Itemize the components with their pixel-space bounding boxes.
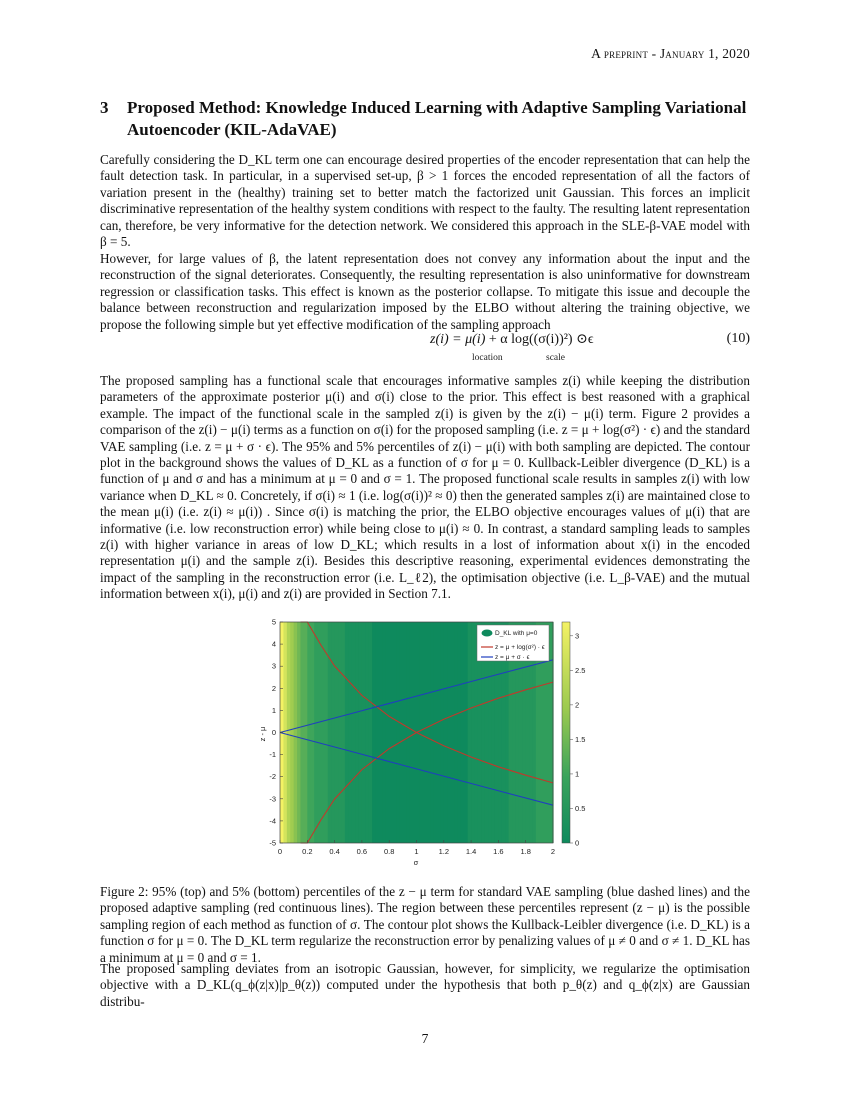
y-tick-label: 2 [271, 683, 276, 693]
kl-band [331, 622, 335, 843]
colorbar-tick-label: 2 [575, 700, 580, 710]
y-tick-label: -4 [269, 816, 276, 826]
kl-band [338, 622, 342, 843]
kl-band [471, 622, 475, 843]
colorbar-tick-label: 2.5 [575, 665, 586, 675]
kl-band [321, 622, 325, 843]
x-tick-label: 0.8 [383, 847, 395, 856]
y-tick-label: 4 [271, 639, 276, 649]
eq-label-location: location [472, 353, 503, 363]
kl-band [389, 622, 393, 843]
chart-svg [255, 614, 600, 874]
x-axis-label: σ [413, 858, 419, 867]
colorbar-tick-label: 1.5 [575, 734, 586, 744]
legend-kl-swatch [481, 629, 493, 637]
kl-band [328, 622, 332, 843]
paragraph-4: The proposed sampling deviates from an isotropic Gaussian, however, for simplicity, we regularize the optimisation objective with a D_KL(q_ϕ(z|x)|p_θ(z)) computed under the hypothesis that both p_θ(z) and q_ϕ(z|x) are Gaussian distribu- [100, 961, 750, 1009]
kl-band [393, 622, 397, 843]
kl-band [365, 622, 369, 843]
legend-item-standard: z = μ + σ · ϵ [495, 654, 530, 661]
chart-legend [477, 625, 549, 661]
kl-band [314, 622, 318, 843]
kl-band [437, 622, 441, 843]
kl-band [290, 622, 294, 843]
kl-band [341, 622, 345, 843]
kl-band [376, 622, 380, 843]
kl-band [386, 622, 390, 843]
section-number: 3 [100, 98, 109, 117]
kl-band [287, 622, 291, 843]
kl-band [345, 622, 349, 843]
kl-band [335, 622, 339, 843]
eq-lhs: z(i) = [430, 332, 462, 347]
equation-number: (10) [726, 331, 750, 346]
kl-band [300, 622, 304, 843]
colorbar-tick-label: 0 [575, 838, 580, 848]
kl-band [362, 622, 366, 843]
eq-label-scale: scale [546, 353, 565, 363]
paragraph-2: However, for large values of β, the latent representation does not convey any information about the input and the reconstruction of the signal deteriorates. Consequently, the resulting representation is also uninformative for downstream regression or classification tasks. This effect is known as the posterior collapse. To mitigate this issue and decouple the balance between reconstruction and regularization imposed by the ELBO without altering the training objective, we propose the following simple but yet effective modification of the sampling approach [100, 251, 750, 332]
kl-band [382, 622, 386, 843]
kl-band [430, 622, 434, 843]
kl-band [318, 622, 322, 843]
y-tick-label: 3 [271, 661, 276, 671]
x-tick-label: 0.4 [329, 847, 340, 856]
y-tick-label: 5 [271, 617, 276, 627]
eq-scale-term: + α log((σ(i))²) ⊙ϵ [488, 332, 594, 347]
kl-band [297, 622, 301, 843]
colorbar [562, 622, 585, 848]
y-axis-label: z - μ [258, 726, 267, 742]
kl-band [420, 622, 424, 843]
x-tick-label: 2 [550, 847, 556, 856]
kl-band [294, 622, 298, 843]
x-tick-label: 0 [277, 847, 283, 856]
kl-band [352, 622, 356, 843]
kl-band [403, 622, 407, 843]
page-number: 7 [421, 1031, 429, 1046]
figure-caption: Figure 2: 95% (top) and 5% (bottom) percentiles of the z − μ term for standard VAE sampling (blue dashed lines) and the proposed adaptive sampling (red continuous lines). The region between these percentiles represent (z − μ) is the possible sampling region of each method as function of σ. The contour plot shows the Kullback-Leibler divergence (i.e. D_KL) is a function σ for μ = 0. The D_KL term regularize the reconstruction error by penalizing values of μ ≠ 0 and σ ≠ 1. D_KL has a minimum at μ = 0 and σ = 1. [100, 884, 750, 965]
x-tick-label: 1.6 [493, 847, 504, 856]
colorbar-tick-label: 1 [575, 769, 580, 779]
kl-band [444, 622, 448, 843]
kl-band [358, 622, 362, 843]
x-tick-label: 1 [414, 847, 419, 856]
figure-2 [255, 614, 600, 874]
kl-band [457, 622, 461, 843]
section-title: Proposed Method: Knowledge Induced Learning with Adaptive Sampling Variational Autoencoder (KIL-AdaVAE) [127, 98, 747, 139]
kl-band [410, 622, 414, 843]
x-tick-label: 0.6 [356, 847, 368, 856]
y-tick-label: -5 [269, 838, 276, 848]
kl-band [447, 622, 451, 843]
kl-band [423, 622, 427, 843]
legend-item-adaptive: z = μ + log(σ²) · ϵ [495, 644, 545, 651]
kl-band [406, 622, 410, 843]
colorbar-tick-label: 3 [575, 631, 580, 641]
y-tick-label: 1 [271, 705, 276, 715]
legend-item-kl: D_KL with μ=0 [495, 630, 538, 637]
kl-band [369, 622, 373, 843]
kl-band [451, 622, 455, 843]
x-tick-label: 1.8 [520, 847, 531, 856]
x-tick-label: 0.2 [302, 847, 313, 856]
kl-band [307, 622, 311, 843]
y-tick-label: 0 [271, 728, 276, 737]
paragraph-3: The proposed sampling has a functional scale that encourages informative samples z(i) while keeping the distribution parameters of the approximate posterior μ(i) and σ(i) close to the prior. This effect is best reasoned with a graphical example. The impact of the functional scale in the sampled z(i) is given by the z(i) − μ(i) term. Figure 2 provides a comparison of the z(i) − μ(i) terms as a function on σ(i) for the proposed sampling (i.e. z = μ + log(σ²) · ϵ) and the standard VAE sampling (i.e. z = μ + σ · ϵ). The 95% and 5% percentiles of z(i) − μ(i) with both sampling are depicted. The contour plot in the background shows the values of D_KL as a function of σ for μ = 0. Kullback-Leibler divergence (D_KL) is a function of μ and σ and has a minimum at μ = 0 and σ = 1. The proposed functional scale results in samples z(i) with low variance when D_KL ≈ 0. Concretely, if σ(i) ≈ 1 (i.e. log(σ(i))² ≈ 0) then the generated samples z(i) are maintained close to the mean μ(i) (i.e. z(i) ≈ μ(i)) . Since σ(i) is matching the prior, the ELBO objective encourages values of μ(i) that are informative (i.e. low reconstruction error) while being close to μ(i) ≈ 0. In contrast, a standard sampling leads to samples z(i) with higher variance in areas of low D_KL; which results in a lost of information about x(i) in the encoded representation μ(i) and the sample z(i). Besides this descriptive reasoning, experimental evidences demonstrating the impact of the sampling in the reconstruction error (i.e. L_ℓ2), the optimisation objective (i.e. L_β-VAE) and the mutual information between x(i), μ(i) and z(i) are provided in Section 7.1. [100, 373, 750, 602]
kl-band [464, 622, 468, 843]
x-tick-label: 1.2 [438, 847, 450, 856]
y-tick-label: -2 [269, 772, 276, 782]
section-heading [100, 97, 760, 141]
kl-band [434, 622, 438, 843]
kl-band [379, 622, 383, 843]
x-tick-label: 1.4 [465, 847, 477, 856]
paragraph-1: Carefully considering the D_KL term one can encourage desired properties of the encoder representation that can help the fault detection task. In particular, in a supervised set-up, β > 1 forces the encoded representation of all the factors of variation present in the (healthy) training set to better match the factorized unit Gaussian. This forces an implicit discriminative representation of the healthy system conditions with respect to the faulty. The resulting latent representation can, therefore, be very informative for the detection network. We considered this approach in the SLE-β-VAE model with β = 5. [100, 152, 750, 250]
colorbar-tick-label: 0.5 [575, 803, 586, 813]
kl-band [311, 622, 315, 843]
kl-band [427, 622, 431, 843]
y-tick-label: -3 [269, 794, 276, 804]
kl-band [396, 622, 400, 843]
kl-band [399, 622, 403, 843]
y-tick-label: -1 [269, 750, 276, 760]
kl-band [304, 622, 308, 843]
kl-band [355, 622, 359, 843]
kl-band [454, 622, 458, 843]
kl-band [348, 622, 352, 843]
kl-band [283, 622, 287, 843]
kl-band [461, 622, 465, 843]
eq-location-term: μ(i) [465, 332, 486, 347]
colorbar-gradient [562, 622, 570, 843]
kl-band [440, 622, 444, 843]
kl-band [372, 622, 376, 843]
equation-10 [100, 331, 750, 369]
running-header: A preprint - January 1, 2020 [591, 46, 750, 61]
kl-band [468, 622, 472, 843]
